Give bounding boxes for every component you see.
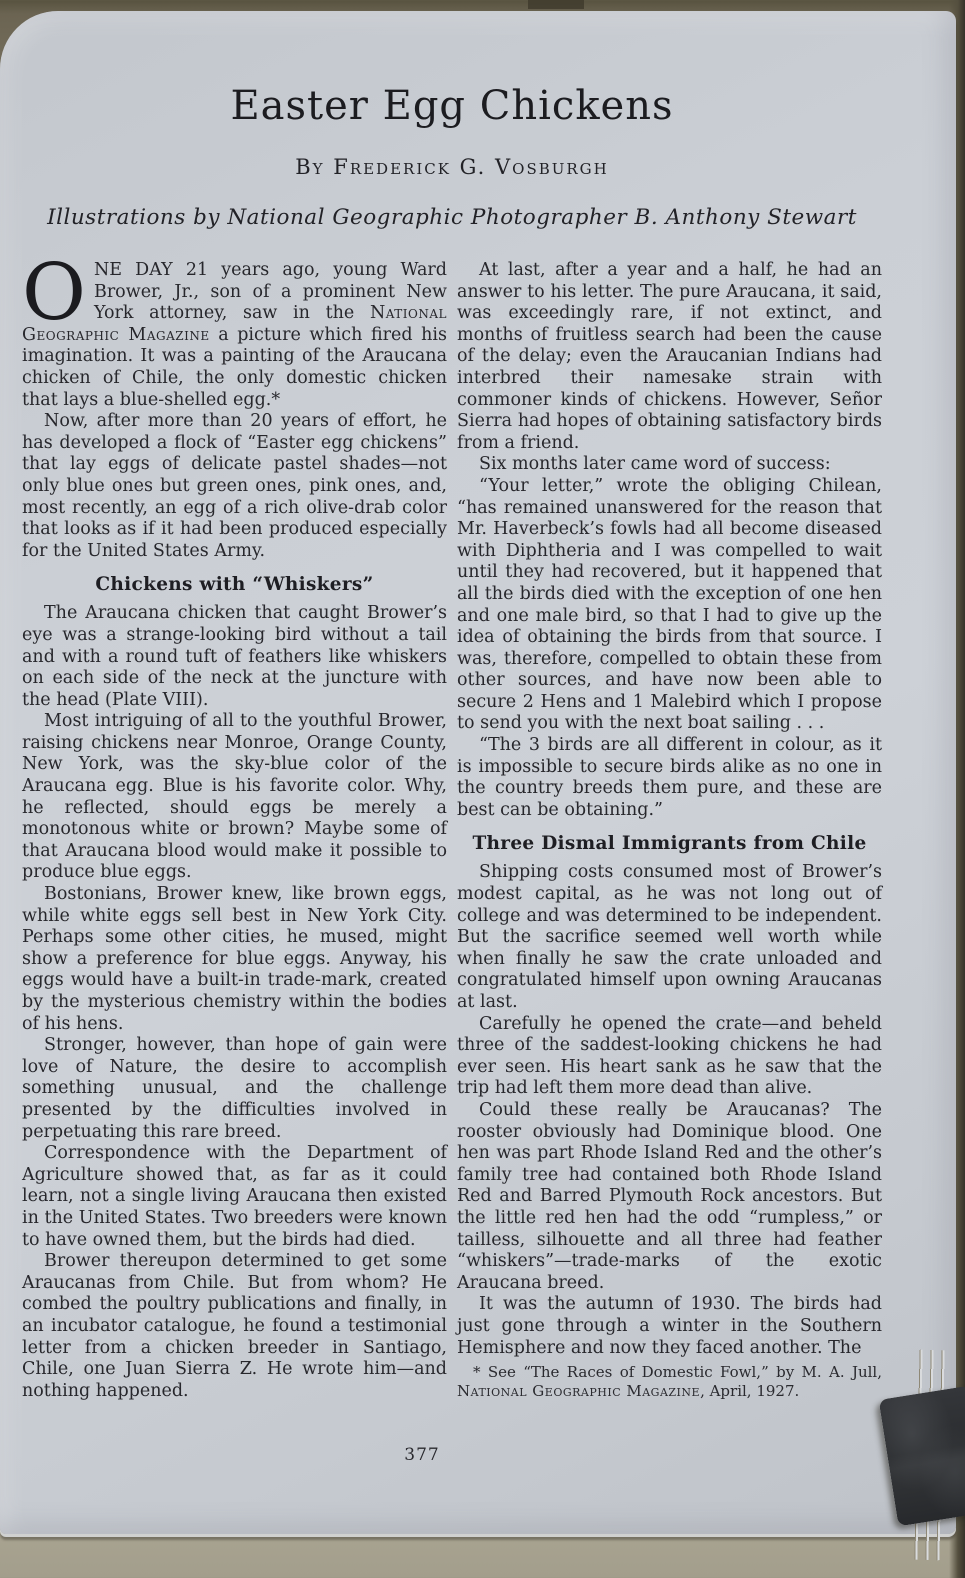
left-column <box>22 248 447 1402</box>
footnote-text: , April, 1927. <box>700 1382 800 1401</box>
two-column-layout <box>22 248 882 1402</box>
paragraph: At last, after a year and a half, he had an answer to his letter. The pure Araucana, it said, was exceedingly rare, if not extinct, and months of fruitless search had been the cause of the delay; even the Araucanian Indians had interbred their namesake strain with commoner kinds of chickens. However, Señor Sierra had hopes of obtaining satisfactory birds from a friend. <box>457 260 882 453</box>
paragraph: Stronger, however, than hope of gain were love of Nature, the desire to accomplish something unusual, and the challenge presented by the difficulties involved in perpetuating this rare breed. <box>22 1035 447 1142</box>
paragraph-text: NE DAY 21 years ago, young Ward Brower, Jr., son of a prominent New York attorney, saw in the <box>93 260 447 324</box>
illustration-credit: Illustrations by National Geographic Photographer B. Anthony Stewart <box>47 205 857 230</box>
smallcaps-magazine-name: National Geographic Magazine <box>22 303 447 345</box>
paragraph-letter-quote: “Your letter,” wrote the obliging Chilean, “has remained unanswered for the reason that Mr. Haverbeck’s fowls had all become diseased with Diphtheria and I was compelled to wait until they had recovered, but it happened that all the birds died with the exception of one hen and one male bird, so that I had to give up the idea of obtaining the birds from that source. I was, therefore, compelled to obtain these from other sources, and have now been able to secure 2 Hens and 1 Malebird which I propose to send you with the next boat sailing . . . <box>457 475 882 734</box>
paragraph: Bostonians, Brower knew, like brown eggs, while white eggs sell best in New York City. Perhaps some other cities, he mused, might show a preference for blue eggs. Anyway, his eggs would have a built-in trade-mark, created by the mysterious chemistry within the bodies of his hens. <box>22 884 447 1034</box>
book-spine-mark <box>528 0 584 9</box>
right-column <box>457 260 882 1402</box>
section-heading-whiskers: Chickens with “Whiskers” <box>95 574 374 596</box>
paragraph-letter-quote: “The 3 birds are all different in colour, as it is impossible to secure birds alike as no one in the country breeds them pure, and these are best can be obtaining.” <box>457 735 882 820</box>
paragraph: Most intriguing of all to the youthful Brower, raising chickens near Monroe, Orange County, New York, was the sky-blue color of the Araucana egg. Blue is his favorite color. Why, he reflected, should eggs be merely a monotonous white or brown? Maybe some of that Araucana blood would make it possible to produce blue eggs. <box>22 711 447 883</box>
article-title: Easter Egg Chickens <box>230 83 674 129</box>
paragraph: The Araucana chicken that caught Brower’s eye was a strange-looking bird without a tail and with a round tuft of feathers like whiskers on each side of the neck at the juncture with the head (Plate VIII). <box>22 603 447 710</box>
paragraph-text: a picture which fired his imagination. It was a painting of the Araucana chicken of Chile, the only domestic chicken that lays a blue-shelled egg.* <box>22 324 447 410</box>
paragraph: Could these really be Araucanas? The rooster obviously had Dominique blood. One hen was part Rhode Island Red and the other’s family tree had contained both Rhode Island Red and Barred Plymouth Rock ancestors. But the little red hen had the odd “rumpless,” or tailless, silhouette and all three had feather “whiskers”—trade-marks of the exotic Araucana breed. <box>457 1099 882 1293</box>
drop-cap: O <box>22 248 86 338</box>
paragraph: Six months later came word of success: <box>479 454 831 475</box>
paragraph: Brower thereupon determined to get some Araucanas from Chile. But from whom? He combed the poultry publications and finally, in an incubator catalogue, he found a testimonial letter from a chicken breeder in Santiago, Chile, one Juan Sierra Z. He wrote him—and nothing happened. <box>22 1251 447 1401</box>
footnote <box>457 1363 882 1401</box>
paragraph: Shipping costs consumed most of Brower’s modest capital, as he was not long out of college and was determined to be independent. But the sacrifice seemed well worth while when finally he saw the crate unloaded and congratulated himself upon owning Araucanas at last. <box>457 862 882 1012</box>
article-byline: By Frederick G. Vosburgh <box>295 155 609 179</box>
paragraph: Now, after more than 20 years of effort, he has developed a flock of “Easter egg chickens” that lay eggs of delicate pastel shades—not only blue ones but green ones, pink ones, and, most recently, an egg of a rich olive-drab color that looks as if it had been produced especially for the United States Army. <box>22 411 447 561</box>
smallcaps-magazine-name: National Geographic Magazine <box>457 1382 701 1401</box>
page-content <box>22 83 882 1465</box>
paragraph-dropcap <box>22 248 447 411</box>
paragraph: It was the autumn of 1930. The birds had just gone through a winter in the Southern Hemisphere and now they faced another. The <box>457 1294 882 1358</box>
section-heading-immigrants: Three Dismal Immigrants from Chile <box>472 833 867 855</box>
page-number: 377 <box>404 1445 440 1465</box>
footnote-text: * See “The Races of Domestic Fowl,” by M. A. Jull, <box>473 1363 882 1382</box>
paragraph: Correspondence with the Department of Agriculture showed that, as far as it could learn, not a single living Araucana then existed in the United States. Two breeders were known to have owned them, but the birds had died. <box>22 1143 447 1250</box>
magazine-page-scan <box>0 11 956 1534</box>
paragraph: Carefully he opened the crate—and beheld three of the saddest-looking chickens he had ever seen. His heart sank as he saw that the trip had left them more dead than alive. <box>457 1013 882 1099</box>
